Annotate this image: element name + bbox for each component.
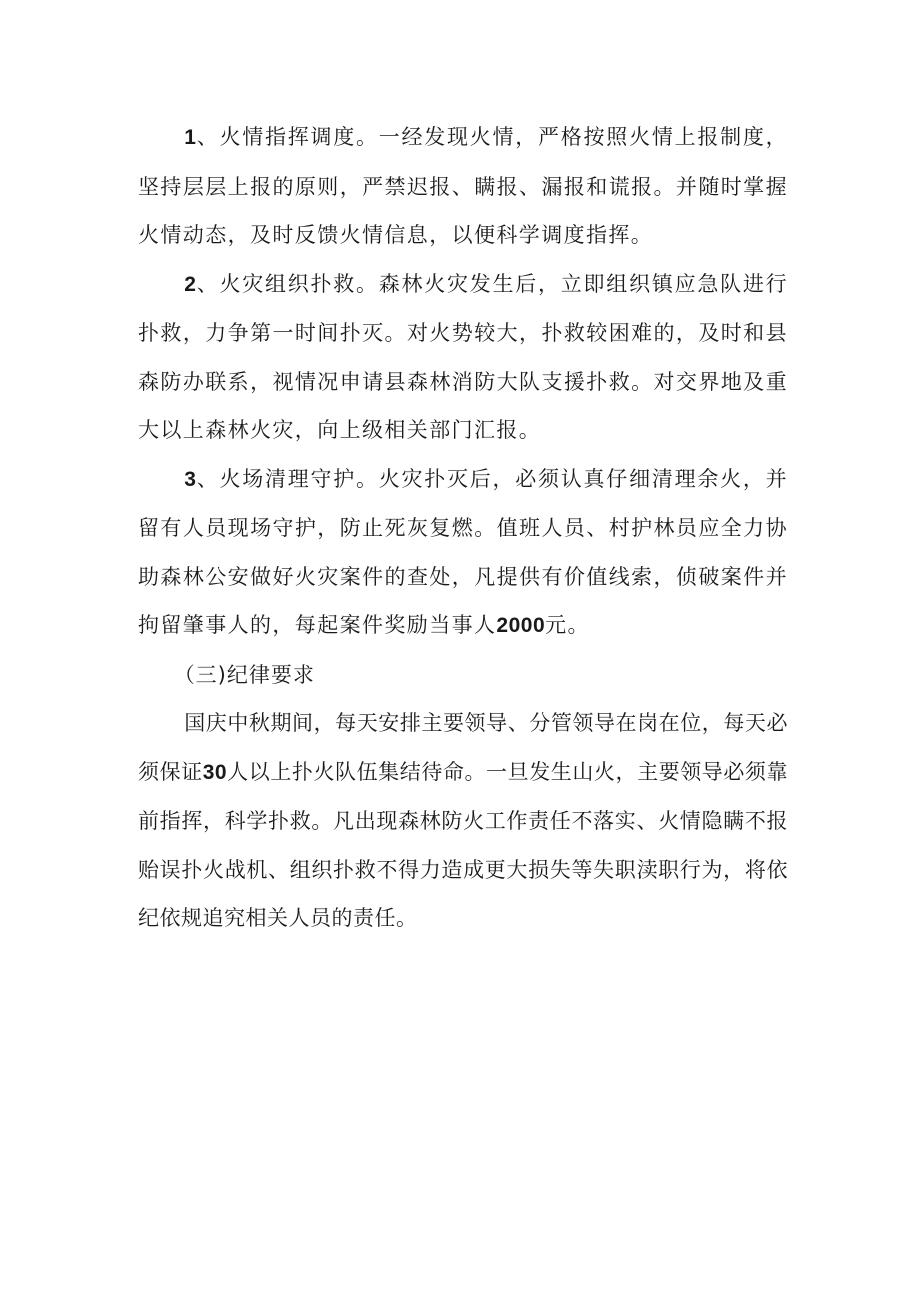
paragraph-discipline — [138, 699, 788, 943]
paragraph-fire-site-cleanup — [138, 455, 788, 651]
paragraph-text-end: 人以上扑火队伍集结待命。一旦发生山火，主要领导必须靠前指挥，科学扑救。凡出现森林防火工作责任不落实、火情隐瞒不报贻误扑火战机、组织扑救不得力造成更大损失等失职渎职行为，将依纪依规追究相关人员的责任。 — [138, 759, 789, 930]
staff-count: 30 — [202, 760, 228, 784]
paragraph-text: 、火场清理守护。火灾扑灭后，必须认真仔细清理余火，并留有人员现场守护，防止死灰复燃。值班人员、村护林员应全力协助森林公安做好火灾案件的查处，凡提供有价值线索，侦破案件并拘留肇事人的，每起案件奖励当事人 — [138, 466, 788, 637]
item-number: 2 — [184, 272, 197, 296]
item-number: 1 — [184, 126, 197, 149]
paragraph-text: 、火灾组织扑救。森林火灾发生后，立即组织镇应急队进行扑救，力争第一时间扑灭。对火势较大，扑救较困难的，及时和县森防办联系，视情况申请县森林消防大队支援扑救。对交界地及重大以上森林火灾，向上级相关部门汇报。 — [138, 271, 788, 442]
paragraph-text: 国庆中秋期间，每天安排主要领导、分管领导在岗在位，每天必须保证 — [138, 711, 788, 784]
document-body — [138, 113, 788, 943]
paragraph-text-end: 元。 — [545, 613, 590, 637]
paragraph-fire-command — [138, 113, 788, 260]
paragraph-text: 、火情指挥调度。一经发现火情，严格按照火情上报制度，坚持层层上报的原则，严禁迟报、瞒报、漏报和谎报。并随时掌握火情动态，及时反馈火情信息，以便科学调度指挥。 — [138, 125, 788, 247]
item-number: 3 — [184, 467, 197, 491]
paragraph-fire-rescue — [138, 260, 788, 455]
section-heading-discipline: （三)纪律要求 — [173, 662, 315, 687]
reward-amount: 2000 — [496, 614, 546, 637]
